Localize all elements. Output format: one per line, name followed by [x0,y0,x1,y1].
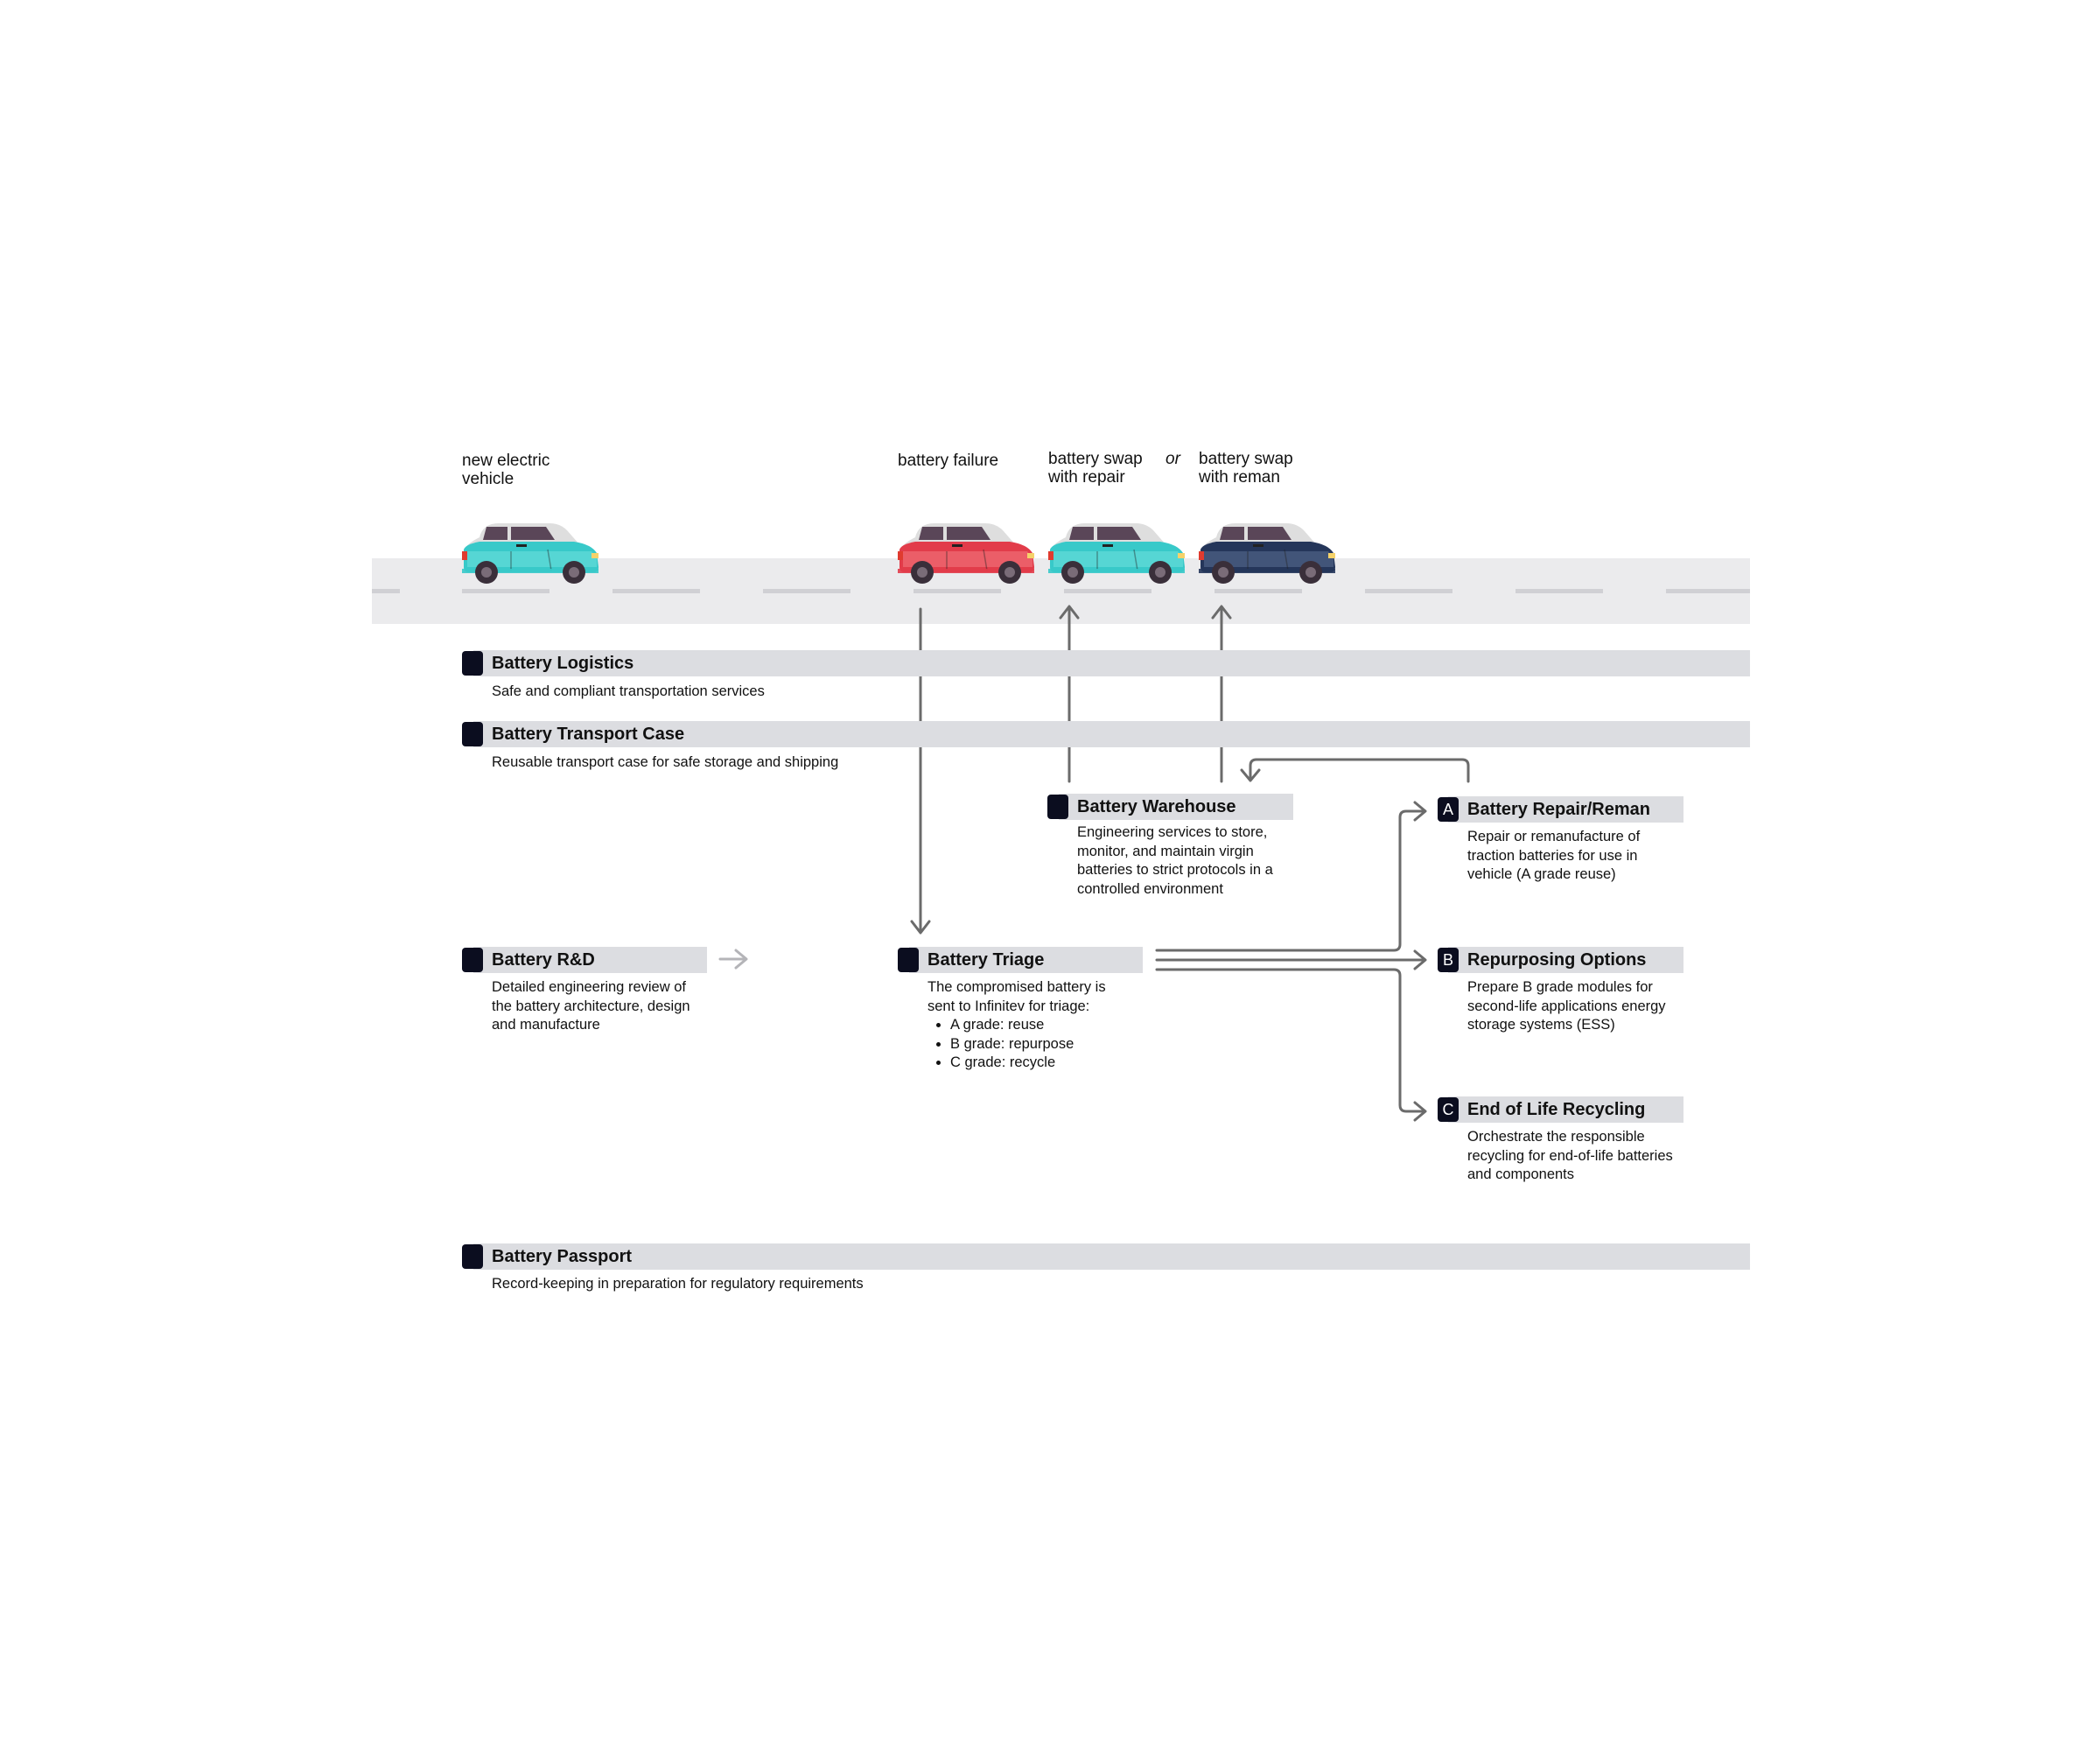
grade-c-tag: C [1438,1097,1459,1122]
service-title: Battery R&D [492,950,595,970]
service-tag [898,948,919,972]
service-tag [1047,795,1068,819]
service-description: Orchestrate the responsible recycling for end-of-life batteries and components [1467,1129,1673,1182]
repair-to-warehouse-arrow [1250,760,1468,781]
event-swap-reman: battery swap with reman [1199,450,1293,487]
service-title: End of Life Recycling [1467,1100,1646,1119]
service-description: Detailed engineering review of the battery architecture, design and manufacture [492,979,690,1033]
event-battery-failure: battery failure [898,452,999,470]
service-title: Battery Repair/Reman [1467,800,1650,819]
service-description: Engineering services to store, monitor, and maintain virgin batteries to strict protocols in a controlled environment [1077,824,1273,897]
grade-b-tag: B [1438,948,1459,972]
list-item: • C grade: recycle [950,1054,1129,1073]
service-bar [473,650,1750,676]
event-or: or [1166,450,1180,468]
service-tag [462,948,483,972]
service-tag [462,651,483,676]
service-title: Battery Passport [492,1247,633,1266]
service-description: Prepare B grade modules for second-life applications energy storage systems (ESS) [1467,979,1666,1033]
event-new-vehicle: new electric vehicle [462,452,550,488]
service-description: Safe and compliant transportation services [492,683,765,699]
service-description [928,978,1129,1073]
list-item: • B grade: repurpose [950,1035,1129,1054]
triage-grade-list [928,1016,1129,1073]
service-description: Reusable transport case for safe storage and shipping [492,754,839,770]
service-title: Battery Warehouse [1077,797,1236,816]
service-title: Battery Logistics [492,654,634,673]
triage-to-recycling-arrow [1157,970,1424,1111]
service-description: Record-keeping in preparation for regulatory requirements [492,1276,864,1292]
list-item: • A grade: reuse [950,1016,1129,1035]
service-description: Repair or remanufacture of traction batteries for use in vehicle (A grade reuse) [1467,829,1641,882]
service-tag [462,722,483,746]
triage-intro: The compromised battery is sent to Infinitev for triage: [928,979,1106,1014]
event-swap-repair: battery swap with repair [1048,450,1143,487]
service-title: Battery Transport Case [492,725,685,744]
service-title: Battery Triage [928,950,1045,970]
service-tag [462,1244,483,1269]
grade-a-tag: A [1438,797,1459,822]
service-bar [473,1243,1750,1270]
service-title: Repurposing Options [1467,950,1647,970]
